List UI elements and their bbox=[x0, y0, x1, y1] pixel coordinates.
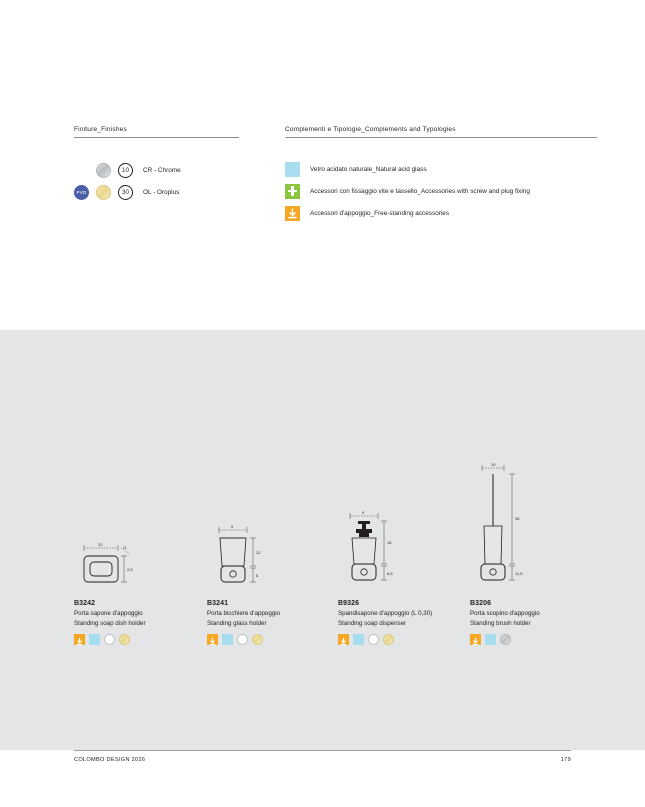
footer-divider bbox=[74, 750, 571, 751]
glass-square-icon bbox=[89, 634, 100, 645]
product-card-b9326[interactable] bbox=[338, 510, 478, 645]
product-card-b3241[interactable] bbox=[207, 524, 347, 645]
free-standing-arrow-icon bbox=[207, 634, 218, 645]
typologies-legend-title: Complementi e Tipologie_Complements and Typologies bbox=[285, 126, 597, 138]
oroplus-dot-icon bbox=[252, 634, 263, 645]
oroplus-dot-icon bbox=[383, 634, 394, 645]
svg-text:9: 9 bbox=[362, 510, 365, 515]
product-desc-en: Standing soap dispenser bbox=[338, 620, 407, 627]
finish-code-oroplus: 30 bbox=[118, 185, 133, 200]
typology-label-screw: Accessori con fissaggio vite e tassello_Accessories with screw and plug fixing bbox=[310, 187, 530, 195]
svg-text:18: 18 bbox=[387, 540, 392, 545]
finish-label-oroplus: OL - Oroplus bbox=[143, 188, 180, 196]
product-finish-tags bbox=[470, 634, 610, 645]
product-desc-it: Porta scopino d'appoggio bbox=[470, 609, 540, 617]
svg-text:12: 12 bbox=[98, 542, 103, 547]
finishes-legend bbox=[74, 126, 239, 203]
product-grid bbox=[0, 330, 645, 750]
finish-code-chrome: 10 bbox=[118, 163, 133, 178]
product-desc-it: Spandisapone d'appoggio (L 0,30) bbox=[338, 609, 433, 617]
chrome-dot-icon bbox=[500, 634, 511, 645]
product-card-b3242[interactable] bbox=[74, 542, 214, 645]
screw-fixing-plus-icon bbox=[285, 184, 300, 199]
product-band bbox=[0, 330, 645, 750]
typology-label-freestanding: Accessori d'appoggio_Free-standing accessories bbox=[310, 209, 450, 217]
free-standing-arrow-icon bbox=[285, 206, 300, 221]
free-standing-arrow-icon bbox=[470, 634, 481, 645]
chrome-swatch-icon bbox=[96, 163, 111, 178]
free-standing-arrow-icon bbox=[74, 634, 85, 645]
finish-label-chrome: CR - Chrome bbox=[143, 166, 181, 174]
pvd-slot bbox=[74, 185, 96, 200]
free-standing-arrow-icon bbox=[338, 634, 349, 645]
product-desc-en: Standing soap dish holder bbox=[74, 620, 146, 627]
typology-label-glass: Vetro acidato naturale_Natural acid glass bbox=[310, 165, 427, 173]
page-number: 179 bbox=[560, 757, 571, 763]
svg-text:10: 10 bbox=[491, 462, 496, 467]
svg-text:12: 12 bbox=[256, 550, 261, 555]
typology-row-glass bbox=[285, 158, 597, 180]
svg-text:11,5: 11,5 bbox=[515, 571, 523, 576]
glass-square-icon bbox=[285, 162, 300, 177]
white-dot-icon bbox=[237, 634, 248, 645]
glass-square-icon bbox=[222, 634, 233, 645]
svg-text:6: 6 bbox=[256, 573, 259, 578]
white-dot-icon bbox=[104, 634, 115, 645]
product-finish-tags bbox=[207, 634, 347, 645]
product-card-b3206[interactable] bbox=[470, 462, 610, 645]
product-finish-tags bbox=[338, 634, 478, 645]
finish-row-chrome bbox=[74, 159, 239, 181]
typologies-legend bbox=[285, 126, 597, 224]
product-finish-tags bbox=[74, 634, 214, 645]
product-code: B3242 bbox=[74, 600, 96, 607]
product-desc-it: Porta bicchiere d'appoggio bbox=[207, 609, 281, 617]
svg-text:6,5: 6,5 bbox=[387, 571, 393, 576]
product-code: B3241 bbox=[207, 600, 229, 607]
svg-text:11: 11 bbox=[123, 546, 127, 550]
product-desc-en: Standing brush holder bbox=[470, 620, 531, 627]
svg-text:9: 9 bbox=[231, 524, 234, 529]
footer-brand: COLOMBO DESIGN 2026 bbox=[74, 757, 146, 763]
oroplus-dot-icon bbox=[119, 634, 130, 645]
oroplus-swatch-icon bbox=[96, 185, 111, 200]
glass-square-icon bbox=[485, 634, 496, 645]
svg-text:38: 38 bbox=[515, 516, 520, 521]
product-code: B3206 bbox=[470, 600, 492, 607]
page-footer bbox=[0, 750, 645, 807]
typology-row-screw bbox=[285, 180, 597, 202]
typology-row-freestanding bbox=[285, 202, 597, 224]
svg-text:2,5: 2,5 bbox=[127, 567, 133, 572]
glass-square-icon bbox=[353, 634, 364, 645]
product-code: B9326 bbox=[338, 600, 360, 607]
product-desc-en: Standing glass holder bbox=[207, 620, 267, 627]
finish-row-oroplus bbox=[74, 181, 239, 203]
product-desc-it: Porta sapone d'appoggio bbox=[74, 609, 143, 617]
white-dot-icon bbox=[368, 634, 379, 645]
pvd-badge: PVD bbox=[74, 185, 89, 200]
finishes-legend-title: Finiture_Finishes bbox=[74, 126, 239, 138]
